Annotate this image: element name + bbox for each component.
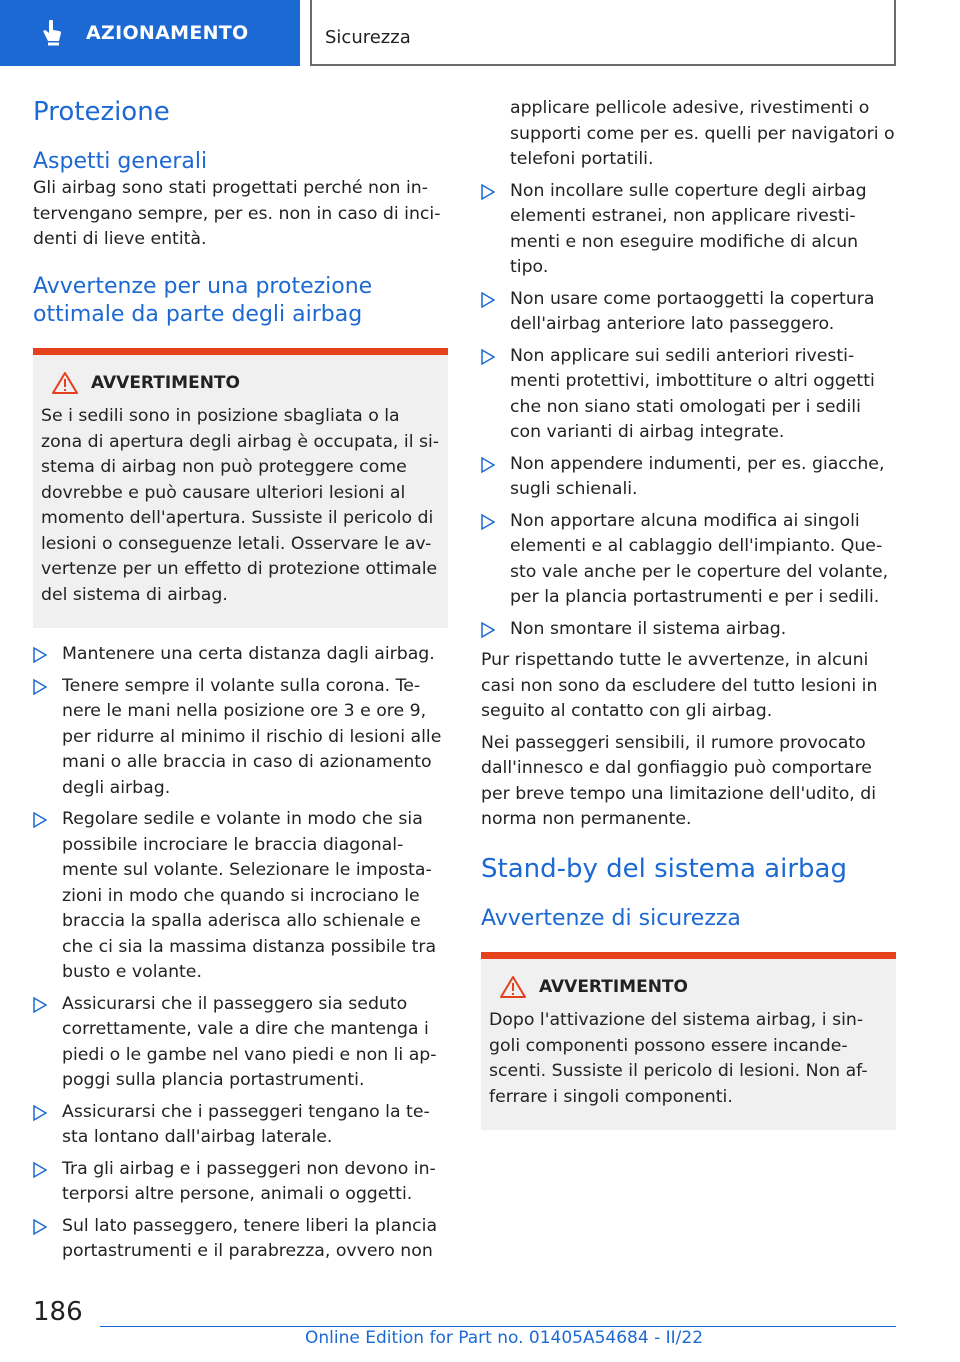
safety-subtitle: Avvertenze di sicurezza bbox=[481, 905, 741, 931]
warning-title: AVVERTIMENTO bbox=[91, 372, 240, 393]
general-paragraph: Gli airbag sono stati progettati perché non in-tervengano sempre, per es. non in caso di inci-denti di lieve entità. bbox=[33, 178, 441, 249]
bullet-triangle-icon bbox=[33, 1104, 47, 1122]
hearing-paragraph: Nei passeggeri sensibili, il rumore provocato dall'innesco e dal gonfiaggio può comportare per breve tempo una limitazione dell'udito, di norma non permanente. bbox=[481, 732, 877, 829]
chapter-label: AZIONAMENTO bbox=[86, 22, 249, 44]
warning-header bbox=[41, 371, 440, 397]
bullet-triangle-icon bbox=[481, 456, 495, 474]
list-item: Tra gli airbag e i passeggeri non devono in-terporsi altre persone, animali o oggetti. bbox=[33, 1157, 448, 1208]
list-item: Non smontare il sistema airbag. bbox=[481, 617, 896, 643]
continued-text: applicare pellicole adesive, rivestimenti o supporti come per es. quelli per navigatori o telefoni portatili. bbox=[510, 98, 895, 169]
bullet-triangle-icon bbox=[481, 291, 495, 309]
page-number: 186 bbox=[33, 1297, 83, 1327]
bullet-triangle-icon bbox=[33, 646, 47, 664]
safety-list-continued bbox=[481, 179, 896, 643]
chapter-tab bbox=[0, 0, 300, 66]
warning-box bbox=[33, 348, 448, 629]
bullet-triangle-icon bbox=[33, 811, 47, 829]
list-item: Assicurarsi che il passeggero sia seduto correttamente, vale a dire che mantenga i piedi o le gambe nel vano piedi e non li ap-poggi sulla plancia portastrumenti. bbox=[33, 992, 448, 1094]
warning-triangle-icon bbox=[499, 975, 527, 999]
list-item: Assicurarsi che i passeggeri tengano la te-sta lontano dall'airbag laterale. bbox=[33, 1100, 448, 1151]
warning-header bbox=[489, 975, 888, 1001]
list-item: Non appendere indumenti, per es. giacche, sugli schienali. bbox=[481, 452, 896, 503]
bullet-triangle-icon bbox=[481, 621, 495, 639]
list-item: Tenere sempre il volante sulla corona. Te-nere le mani nella posizione ore 3 e ore 9, per ridurre al minimo il rischio di lesioni alle mani o alle braccia in caso di azionamento degli airbag. bbox=[33, 674, 448, 802]
left-column bbox=[33, 96, 448, 1271]
safety-list bbox=[33, 642, 448, 1265]
bullet-triangle-icon bbox=[33, 1218, 47, 1236]
list-item: Regolare sedile e volante in modo che sia possibile incrociare le braccia diagonal-mente sul volante. Selezionare le imposta-zioni in modo che quando si incrociano le braccia la spalla aderisca allo schienale e che ci sia la massima distanza possibile tra busto e volante. bbox=[33, 807, 448, 986]
section-label: Sicurezza bbox=[325, 27, 411, 48]
list-item: Non applicare sui sedili anteriori rivesti-menti protettivi, imbottiture o altri oggetti che non siano stati omologati per i sedili con varianti di airbag integrate. bbox=[481, 344, 896, 446]
right-column bbox=[481, 96, 896, 1130]
list-item: Mantenere una certa distanza dagli airbag. bbox=[33, 642, 448, 668]
footer-divider bbox=[100, 1326, 896, 1327]
list-item: Non usare come portaoggetti la copertura dell'airbag anteriore lato passeggero. bbox=[481, 287, 896, 338]
bullet-triangle-icon bbox=[481, 348, 495, 366]
warning-text: Se i sedili sono in posizione sbagliata o la zona di apertura degli airbag è occupata, il si-stema di airbag non può proteggere come dovrebbe e può causare ulteriori lesioni al momento dell'apertura. Sussiste il pericolo di lesioni o conseguenze letali. Osservare le av-vertenze per un effetto di protezione ottimale del sistema di airbag. bbox=[41, 406, 440, 605]
bullet-triangle-icon bbox=[33, 996, 47, 1014]
contact-paragraph: Pur rispettando tutte le avvertenze, in alcuni casi non sono da escludere del tutto lesioni in seguito al contatto con gli airbag. bbox=[481, 650, 878, 721]
list-item: Sul lato passeggero, tenere liberi la plancia portastrumenti e il parabrezza, ovvero non bbox=[33, 1214, 448, 1265]
list-item: Non apportare alcuna modifica ai singoli elementi e al cablaggio dell'impianto. Que-sto vale anche per le coperture del volante, per la plancia portastrumenti e per i sedili. bbox=[481, 509, 896, 611]
hand-pointer-icon bbox=[40, 19, 64, 47]
warning-box bbox=[481, 952, 896, 1131]
edition-label: Online Edition for Part no. 01405A54684 - II/22 bbox=[305, 1328, 704, 1348]
warning-text: Dopo l'attivazione del sistema airbag, i sin-goli componenti possono essere incande-scenti. Sussiste il pericolo di lesioni. Non af-ferrare i singoli componenti. bbox=[489, 1010, 868, 1107]
warning-title: AVVERTIMENTO bbox=[539, 976, 688, 997]
bullet-triangle-icon bbox=[481, 513, 495, 531]
warning-triangle-icon bbox=[51, 371, 79, 395]
standby-title: Stand-by del sistema airbag bbox=[481, 853, 847, 884]
bullet-triangle-icon bbox=[33, 1161, 47, 1179]
subtitle-general: Aspetti generali bbox=[33, 149, 208, 174]
page-title: Protezione bbox=[33, 97, 170, 127]
subtitle-warnings: Avvertenze per una protezione ottimale da parte degli airbag bbox=[33, 273, 373, 327]
bullet-triangle-icon bbox=[33, 678, 47, 696]
bullet-triangle-icon bbox=[481, 183, 495, 201]
list-item: Non incollare sulle coperture degli airbag elementi estranei, non applicare rivesti-menti e non eseguire modifiche di alcun tipo. bbox=[481, 179, 896, 281]
